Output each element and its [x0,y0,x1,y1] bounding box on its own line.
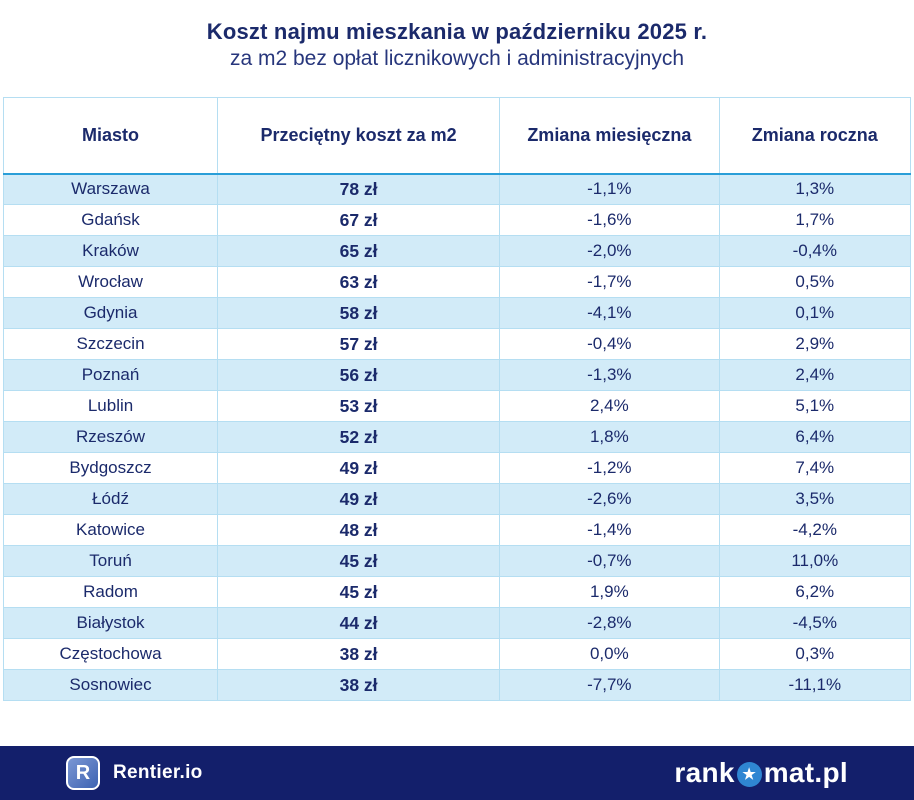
yearly-change-cell: 6,4% [719,422,910,453]
rentier-logo-label: Rentier.io [113,762,203,783]
page-title: Koszt najmu mieszkania w październiku 2025 r. [206,19,708,44]
cost-cell: 49 zł [218,484,500,515]
monthly-change-cell: -2,6% [500,484,719,515]
city-cell: Bydgoszcz [4,453,218,484]
yearly-change-cell: 5,1% [719,391,910,422]
monthly-change-cell: -7,7% [500,670,719,701]
cost-cell: 49 zł [218,453,500,484]
monthly-change-cell: -2,0% [500,236,719,267]
city-cell: Wrocław [4,267,218,298]
cost-cell: 44 zł [218,608,500,639]
city-cell: Toruń [4,546,218,577]
city-cell: Rzeszów [4,422,218,453]
city-cell: Radom [4,577,218,608]
city-cell: Białystok [4,608,218,639]
cost-cell: 58 zł [218,298,500,329]
yearly-change-cell: -0,4% [719,236,910,267]
table-row [4,546,911,577]
yearly-change-cell: 0,3% [719,639,910,670]
yearly-change-cell: -4,5% [719,608,910,639]
monthly-change-cell: 2,4% [500,391,719,422]
table-row [4,639,911,670]
table-row [4,608,911,639]
monthly-change-cell: -1,4% [500,515,719,546]
rankomat-logo-suffix: mat.pl [763,757,848,788]
table-row [4,391,911,422]
monthly-change-cell: -1,3% [500,360,719,391]
monthly-change-cell: -0,4% [500,329,719,360]
monthly-change-cell: -4,1% [500,298,719,329]
yearly-change-cell: 0,1% [719,298,910,329]
footer-bar [0,746,914,800]
monthly-change-cell: -1,2% [500,453,719,484]
table-row [4,205,911,236]
monthly-change-cell: -1,1% [500,174,719,205]
city-cell: Poznań [4,360,218,391]
yearly-change-cell: 2,4% [719,360,910,391]
cost-cell: 48 zł [218,515,500,546]
city-cell: Szczecin [4,329,218,360]
yearly-change-cell: 0,5% [719,267,910,298]
column-header-yearly-change: Zmiana roczna [719,98,910,174]
cost-cell: 78 zł [218,174,500,205]
rent-cost-table [3,97,911,701]
cost-cell: 38 zł [218,639,500,670]
table-row [4,298,911,329]
rentier-logo [66,756,203,790]
yearly-change-cell: -11,1% [719,670,910,701]
table-row [4,236,911,267]
star-icon: ★ [737,762,762,787]
table-row [4,453,911,484]
city-cell: Katowice [4,515,218,546]
table-row [4,174,911,205]
table-row [4,670,911,701]
city-cell: Gdynia [4,298,218,329]
monthly-change-cell: -1,7% [500,267,719,298]
city-cell: Kraków [4,236,218,267]
monthly-change-cell: -2,8% [500,608,719,639]
monthly-change-cell: 1,9% [500,577,719,608]
monthly-change-cell: 0,0% [500,639,719,670]
cost-cell: 45 zł [218,546,500,577]
rent-table-container [3,97,911,701]
table-header-row [4,98,911,174]
yearly-change-cell: 7,4% [719,453,910,484]
monthly-change-cell: -1,6% [500,205,719,236]
city-cell: Lublin [4,391,218,422]
table-row [4,577,911,608]
column-header-avg-cost: Przeciętny koszt za m2 [218,98,500,174]
rentier-r-icon: R [66,756,100,790]
table-row [4,515,911,546]
city-cell: Częstochowa [4,639,218,670]
cost-cell: 45 zł [218,577,500,608]
yearly-change-cell: 11,0% [719,546,910,577]
cost-cell: 38 zł [218,670,500,701]
yearly-change-cell: 3,5% [719,484,910,515]
cost-cell: 67 zł [218,205,500,236]
table-row [4,329,911,360]
cost-cell: 52 zł [218,422,500,453]
monthly-change-cell: 1,8% [500,422,719,453]
table-row [4,360,911,391]
yearly-change-cell: -4,2% [719,515,910,546]
city-cell: Gdańsk [4,205,218,236]
yearly-change-cell: 2,9% [719,329,910,360]
monthly-change-cell: -0,7% [500,546,719,577]
yearly-change-cell: 1,3% [719,174,910,205]
page-subtitle: za m2 bez opłat licznikowych i administracyjnych [229,47,684,71]
cost-cell: 56 zł [218,360,500,391]
column-header-monthly-change: Zmiana miesięczna [500,98,719,174]
table-row [4,422,911,453]
yearly-change-cell: 1,7% [719,205,910,236]
table-row [4,267,911,298]
city-cell: Sosnowiec [4,670,218,701]
rankomat-logo [674,757,848,789]
city-cell: Warszawa [4,174,218,205]
yearly-change-cell: 6,2% [719,577,910,608]
cost-cell: 57 zł [218,329,500,360]
infographic-header [0,0,914,72]
cost-cell: 65 zł [218,236,500,267]
rankomat-logo-prefix: rank [674,757,735,788]
table-row [4,484,911,515]
city-cell: Łódź [4,484,218,515]
cost-cell: 53 zł [218,391,500,422]
cost-cell: 63 zł [218,267,500,298]
column-header-city: Miasto [4,98,218,174]
